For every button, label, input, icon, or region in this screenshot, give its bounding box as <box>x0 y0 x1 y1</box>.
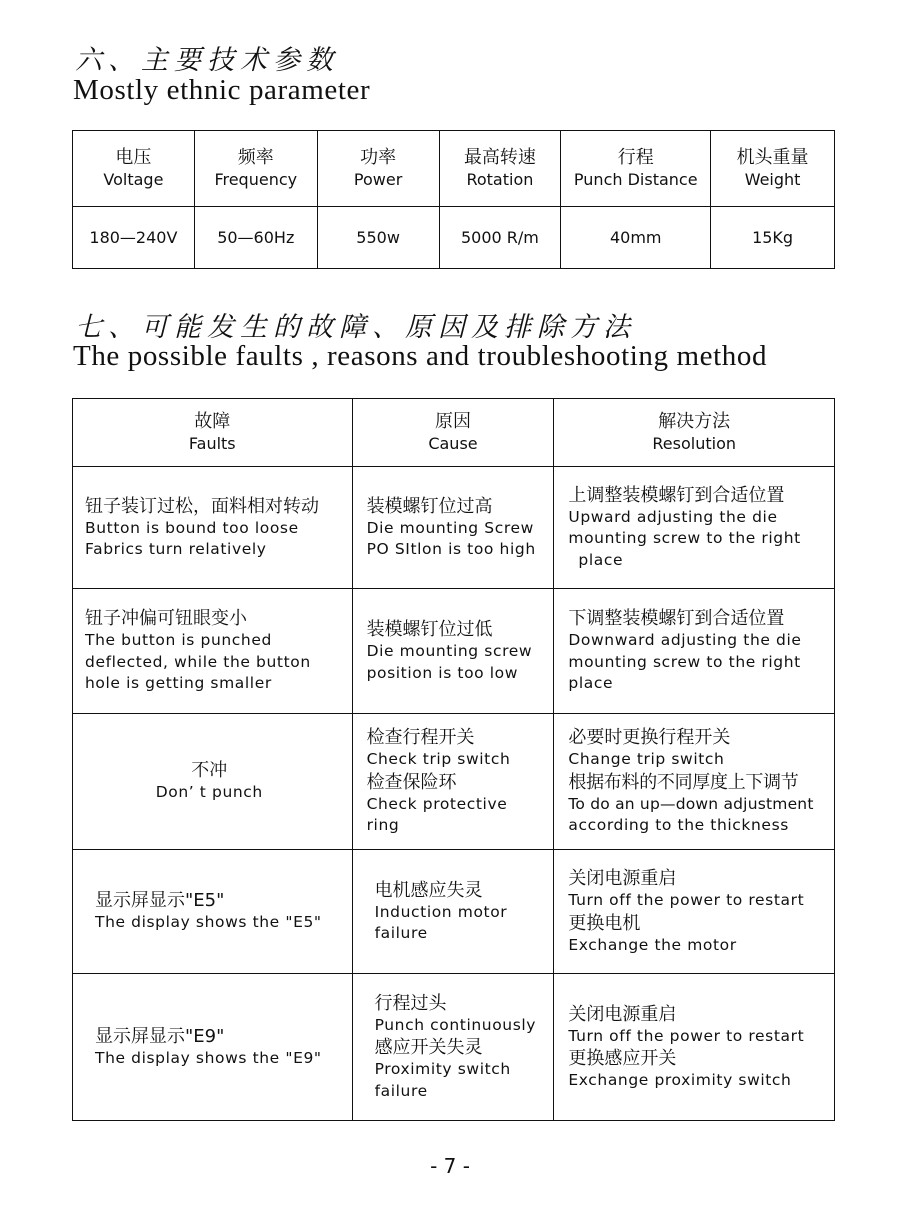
section7-title-en: The possible faults , reasons and troubleshooting method <box>73 340 768 372</box>
resolution-cell: 下调整装模螺钉到合适位置 Downward adjusting the die mounting screw to the right place <box>554 589 835 714</box>
resolution-cell: 必要时更换行程开关 Change trip switch 根据布料的不同厚度上下调节 To do an up—down adjustment according to the thickness <box>554 714 835 850</box>
resolution-cell: 关闭电源重启 Turn off the power to restart 更换电机 Exchange the motor <box>554 850 835 974</box>
cause-cell: 装模螺钉位过高 Die mounting Screw PO SItlon is too high <box>352 467 554 589</box>
cause-cell: 行程过头 Punch continuously 感应开关失灵 Proximity switch failure <box>352 974 554 1121</box>
fault-row <box>73 974 835 1121</box>
resolution-cell: 关闭电源重启 Turn off the power to restart 更换感应开关 Exchange proximity switch <box>554 974 835 1121</box>
cause-cell: 装模螺钉位过低 Die mounting screw position is too low <box>352 589 554 714</box>
fault-cell: 钮子冲偏可钮眼变小 The button is punched deflected, while the button hole is getting smaller <box>73 589 353 714</box>
param-value-rotation: 5000 R/m <box>439 207 561 269</box>
fault-cell: 显示屏显示"E9" The display shows the "E9" <box>73 974 353 1121</box>
fault-cell: 不冲 Don’ t punch <box>73 714 353 850</box>
params-header-row <box>73 131 835 207</box>
param-header-voltage: 电压 Voltage <box>73 131 195 207</box>
fault-row <box>73 589 835 714</box>
section6-title-en: Mostly ethnic parameter <box>73 74 371 106</box>
param-header-frequency: 频率 Frequency <box>194 131 317 207</box>
page-number: - 7 - <box>430 1154 470 1178</box>
section7-title-cn: 七、可能发生的故障、原因及排除方法 <box>75 312 636 343</box>
faults-header-resolution: 解决方法 Resolution <box>554 399 835 467</box>
fault-cell: 显示屏显示"E5" The display shows the "E5" <box>73 850 353 974</box>
param-header-power: 功率 Power <box>317 131 439 207</box>
faults-header-row <box>73 399 835 467</box>
fault-cell: 钮子装订过松，面料相对转动 Button is bound too loose Fabrics turn relatively <box>73 467 353 589</box>
param-header-rotation: 最高转速 Rotation <box>439 131 561 207</box>
param-value-frequency: 50—60Hz <box>194 207 317 269</box>
param-value-weight: 15Kg <box>711 207 835 269</box>
params-table <box>72 130 835 269</box>
section6-title-cn: 六、主要技术参数 <box>75 45 339 76</box>
param-value-power: 550w <box>317 207 439 269</box>
param-value-punch-distance: 40mm <box>561 207 711 269</box>
cause-cell: 电机感应失灵 Induction motor failure <box>352 850 554 974</box>
param-header-punch-distance: 行程 Punch Distance <box>561 131 711 207</box>
cause-cell: 检查行程开关 Check trip switch 检查保险环 Check protective ring <box>352 714 554 850</box>
fault-row <box>73 467 835 589</box>
faults-header-fault: 故障 Faults <box>73 399 353 467</box>
resolution-cell: 上调整装模螺钉到合适位置 Upward adjusting the die mounting screw to the right place <box>554 467 835 589</box>
param-header-weight: 机头重量 Weight <box>711 131 835 207</box>
faults-table <box>72 398 835 1121</box>
fault-row <box>73 714 835 850</box>
faults-header-cause: 原因 Cause <box>352 399 554 467</box>
fault-row <box>73 850 835 974</box>
param-value-voltage: 180—240V <box>73 207 195 269</box>
params-value-row <box>73 207 835 269</box>
